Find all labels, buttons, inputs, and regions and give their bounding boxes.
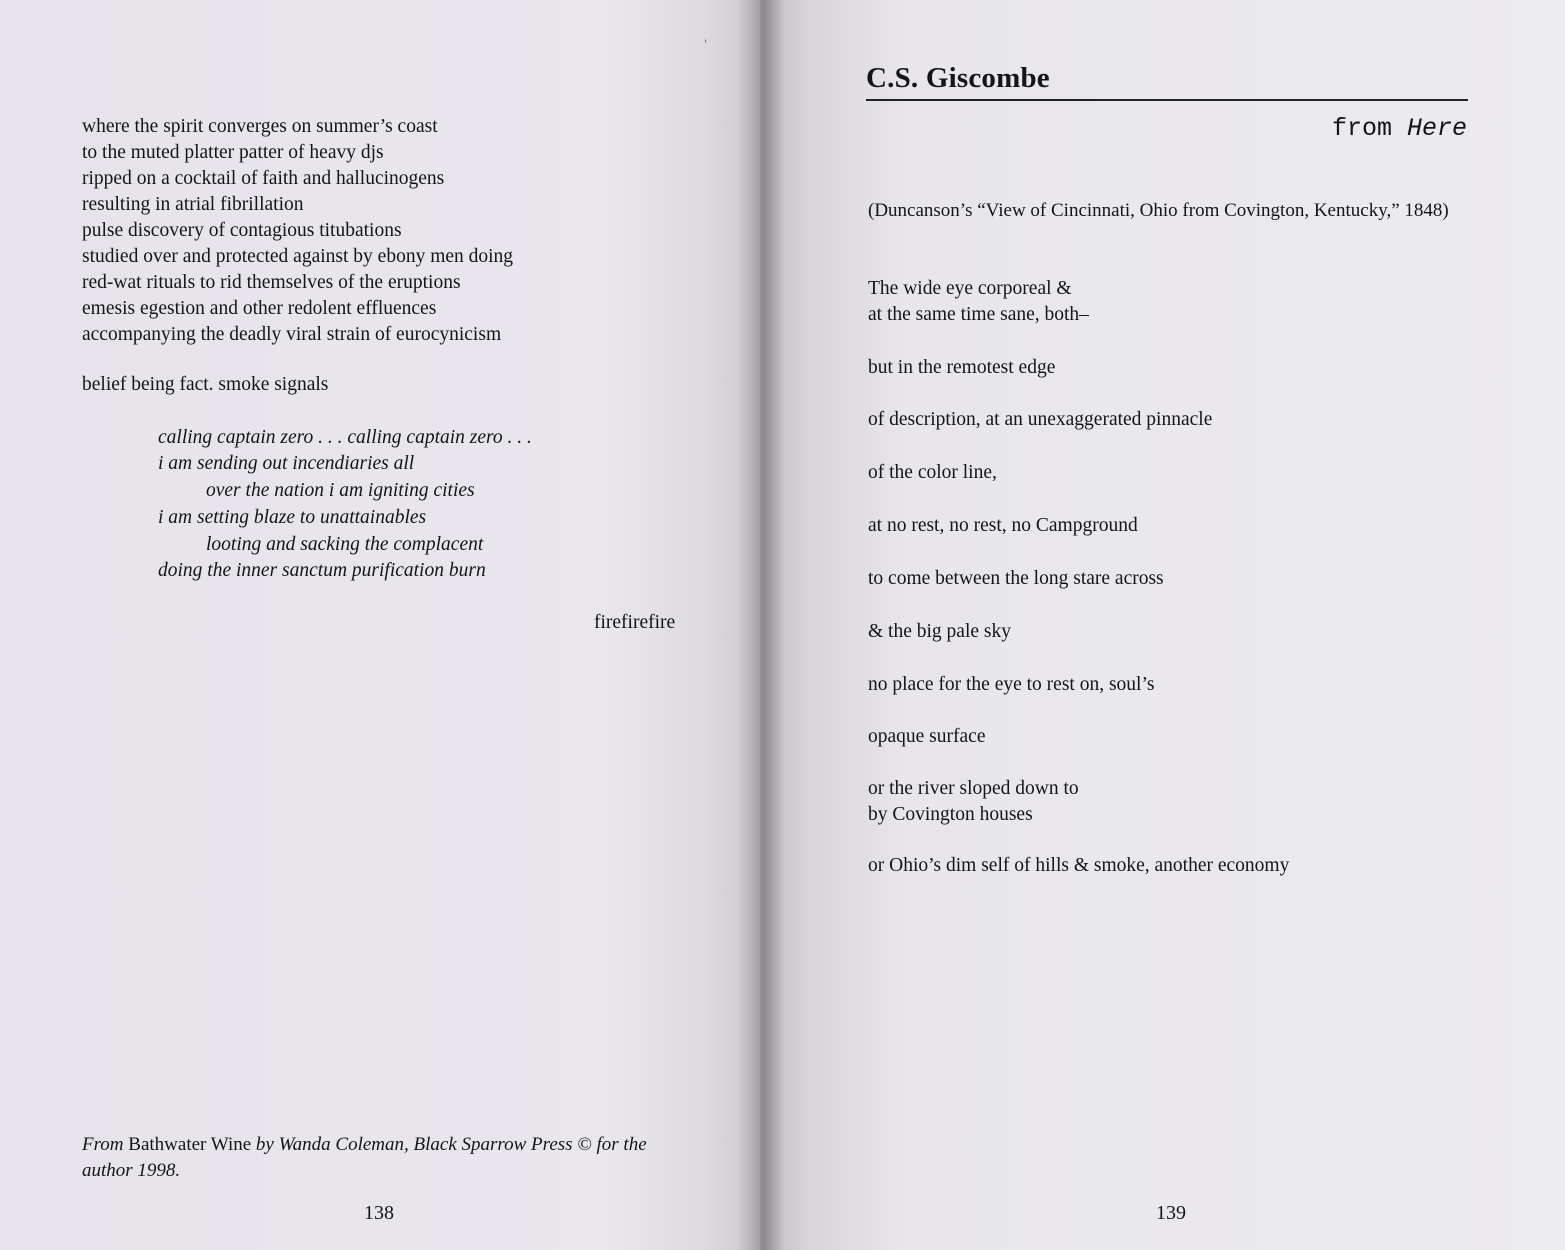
poem-line: where the spirit converges on summer’s coast xyxy=(82,116,438,137)
page-speck: ˈ xyxy=(704,38,708,52)
poem-line: at the same time sane, both– xyxy=(868,304,1089,325)
poem-line: accompanying the deadly viral strain of eurocynicism xyxy=(82,324,502,345)
heading-rule xyxy=(866,99,1468,101)
closing-word: firefirefire xyxy=(594,612,676,633)
italic-line: looting and sacking the complacent xyxy=(206,534,484,555)
poem-line: of the color line, xyxy=(868,462,997,483)
poem-line: no place for the eye to rest on, soul’s xyxy=(868,674,1155,695)
poem-line: & the big pale sky xyxy=(868,621,1011,642)
poem-line: pulse discovery of contagious titubations xyxy=(82,220,402,241)
credit-author: by Wanda Coleman, Black Sparrow Press © for the author 1998. xyxy=(82,1134,647,1181)
poem-line: The wide eye corporeal & xyxy=(868,278,1072,299)
source-credit xyxy=(82,1132,682,1184)
poem-line: but in the remotest edge xyxy=(868,357,1056,378)
poem-line: opaque surface xyxy=(868,726,986,747)
subtitle-title: Here xyxy=(1406,114,1467,143)
page-number-left: 138 xyxy=(364,1202,394,1224)
subtitle-from: from xyxy=(1331,114,1392,143)
poem-line: ripped on a cocktail of faith and hallucinogens xyxy=(82,168,445,189)
poem-line: red-wat rituals to rid themselves of the eruptions xyxy=(82,272,461,293)
poem-line: or the river sloped down to xyxy=(868,778,1079,799)
page-number-right: 139 xyxy=(1156,1202,1186,1224)
credit-from: From xyxy=(82,1134,124,1155)
author-heading: C.S. Giscombe xyxy=(866,62,1050,94)
poem-caption: (Duncanson’s “View of Cincinnati, Ohio from Covington, Kentucky,” 1848) xyxy=(868,200,1449,221)
italic-line: doing the inner sanctum purification burn xyxy=(158,560,486,581)
italic-line: i am sending out incendiaries all xyxy=(158,453,415,474)
poem-line: at no rest, no rest, no Campground xyxy=(868,515,1138,536)
poem-line-belief: belief being fact. smoke signals xyxy=(82,374,329,395)
poem-line: resulting in atrial fibrillation xyxy=(82,194,304,215)
italic-line: i am setting blaze to unattainables xyxy=(158,507,427,528)
credit-book-title: Bathwater Wine xyxy=(128,1134,252,1155)
book-gutter xyxy=(738,0,784,1250)
poem-line: to the muted platter patter of heavy djs xyxy=(82,142,384,163)
poem-line: to come between the long stare across xyxy=(868,568,1164,589)
poem-line: by Covington houses xyxy=(868,804,1033,825)
poem-line: of description, at an unexaggerated pinnacle xyxy=(868,409,1213,430)
poem-subtitle xyxy=(1332,114,1467,143)
poem-line: emesis egestion and other redolent effluences xyxy=(82,298,437,319)
italic-line: over the nation i am igniting cities xyxy=(206,480,475,501)
italic-line: calling captain zero . . . calling captain zero . . . xyxy=(158,427,532,448)
poem-line: studied over and protected against by ebony men doing xyxy=(82,246,514,267)
poem-line: or Ohio’s dim self of hills & smoke, another economy xyxy=(868,855,1290,876)
